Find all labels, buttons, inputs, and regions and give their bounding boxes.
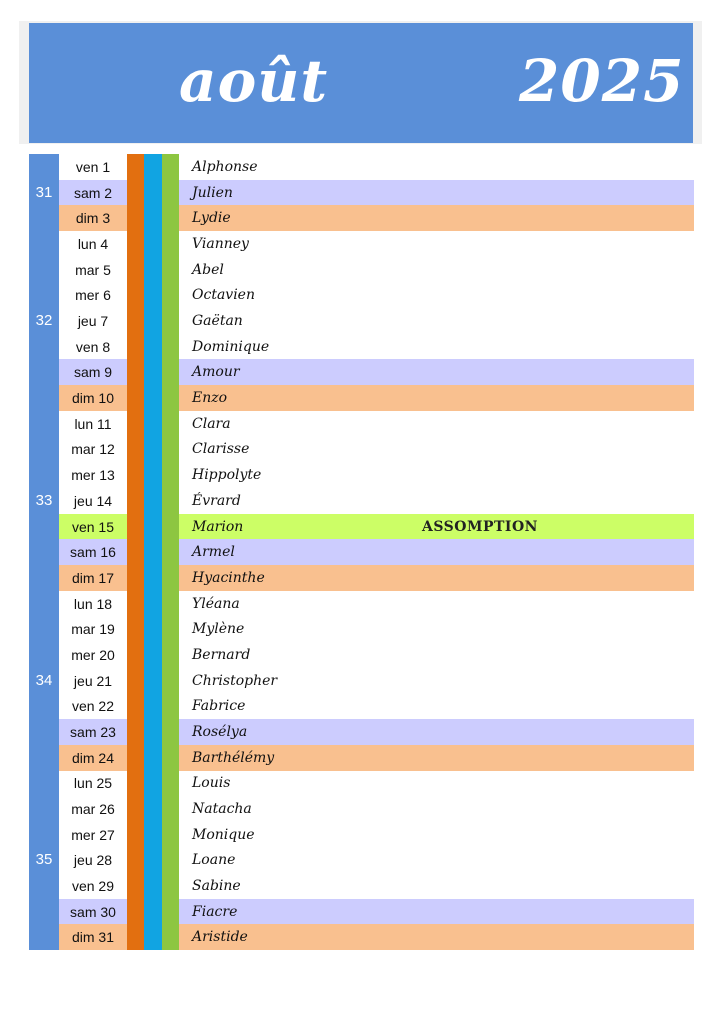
saint-name: Loane <box>192 852 236 869</box>
day-label: ven 15 <box>71 518 115 535</box>
day-label: mar 5 <box>75 261 111 278</box>
saint-name: Fabrice <box>192 698 246 715</box>
calendar-header <box>29 23 693 143</box>
day-label: mer 27 <box>71 826 115 843</box>
saint-name: Vianney <box>192 236 249 253</box>
saint-name: Louis <box>192 775 231 792</box>
day-label: ven 8 <box>75 338 111 355</box>
holiday-name: ASSOMPTION <box>422 518 538 535</box>
day-label: sam 2 <box>73 184 113 201</box>
green-stripe <box>162 154 179 950</box>
saint-name: Natacha <box>192 801 252 817</box>
saint-name: Octavien <box>192 287 255 304</box>
saint-name: Monique <box>192 826 255 843</box>
day-label: jeu 14 <box>73 492 113 509</box>
saint-name: Fiacre <box>192 903 238 920</box>
saint-name: Sabine <box>192 878 241 895</box>
saint-name: Rosélya <box>192 723 248 740</box>
day-label: jeu 7 <box>77 313 109 330</box>
saint-name: Clara <box>192 415 231 432</box>
saint-name: Amour <box>192 364 240 381</box>
saint-name: Hippolyte <box>192 467 262 484</box>
day-label: dim 10 <box>71 390 115 407</box>
saint-name: Clarisse <box>192 441 250 458</box>
day-label: ven 29 <box>71 878 115 895</box>
day-label: ven 22 <box>71 698 115 715</box>
blue-stripe <box>144 154 162 950</box>
saint-name: Barthélémy <box>192 749 275 766</box>
day-label: mar 12 <box>71 441 115 458</box>
day-label: dim 3 <box>75 210 111 227</box>
day-label: jeu 28 <box>73 852 113 869</box>
day-label: sam 23 <box>70 723 116 740</box>
week-number: 35 <box>35 851 53 869</box>
day-label: mar 26 <box>71 801 115 817</box>
day-label: sam 9 <box>73 364 113 381</box>
saint-name: Christopher <box>192 672 278 689</box>
saint-name: Julien <box>192 184 233 201</box>
day-label: mer 13 <box>71 467 115 484</box>
saint-name: Abel <box>192 261 224 278</box>
week-number-column <box>29 154 59 950</box>
saint-name: Lydie <box>192 210 231 227</box>
month-title: août <box>179 47 329 115</box>
week-number: 31 <box>35 183 53 201</box>
saint-name: Alphonse <box>192 159 258 175</box>
saint-name: Yléana <box>192 595 240 612</box>
saint-name: Gaëtan <box>192 313 243 330</box>
saint-name: Aristide <box>192 929 248 946</box>
orange-stripe <box>127 154 144 950</box>
day-label: mer 6 <box>75 287 111 304</box>
day-label: lun 11 <box>74 415 112 432</box>
day-label: dim 24 <box>71 749 115 766</box>
week-number: 33 <box>35 491 53 509</box>
saint-name: Bernard <box>192 646 251 663</box>
day-label: lun 4 <box>77 236 109 253</box>
day-label: lun 25 <box>73 775 113 792</box>
day-label: ven 1 <box>75 159 111 175</box>
year-title: 2025 <box>519 47 685 115</box>
day-label: jeu 21 <box>73 672 113 689</box>
saint-name: Dominique <box>192 338 270 355</box>
day-label: mar 19 <box>71 621 115 638</box>
day-label: dim 17 <box>71 569 115 586</box>
saint-name: Armel <box>192 544 235 561</box>
saint-name: Évrard <box>192 492 241 509</box>
saint-name: Hyacinthe <box>192 569 265 586</box>
saint-name: Enzo <box>192 390 228 407</box>
day-label: mer 20 <box>71 646 115 663</box>
day-label: sam 30 <box>70 903 116 920</box>
day-label: sam 16 <box>70 544 116 561</box>
saint-name: Marion <box>192 518 244 535</box>
calendar-grid <box>29 154 694 950</box>
day-label: dim 31 <box>71 929 115 946</box>
day-label: lun 18 <box>73 595 113 612</box>
week-number: 34 <box>35 671 53 689</box>
week-number: 32 <box>35 312 53 330</box>
saint-name: Mylène <box>192 621 245 638</box>
